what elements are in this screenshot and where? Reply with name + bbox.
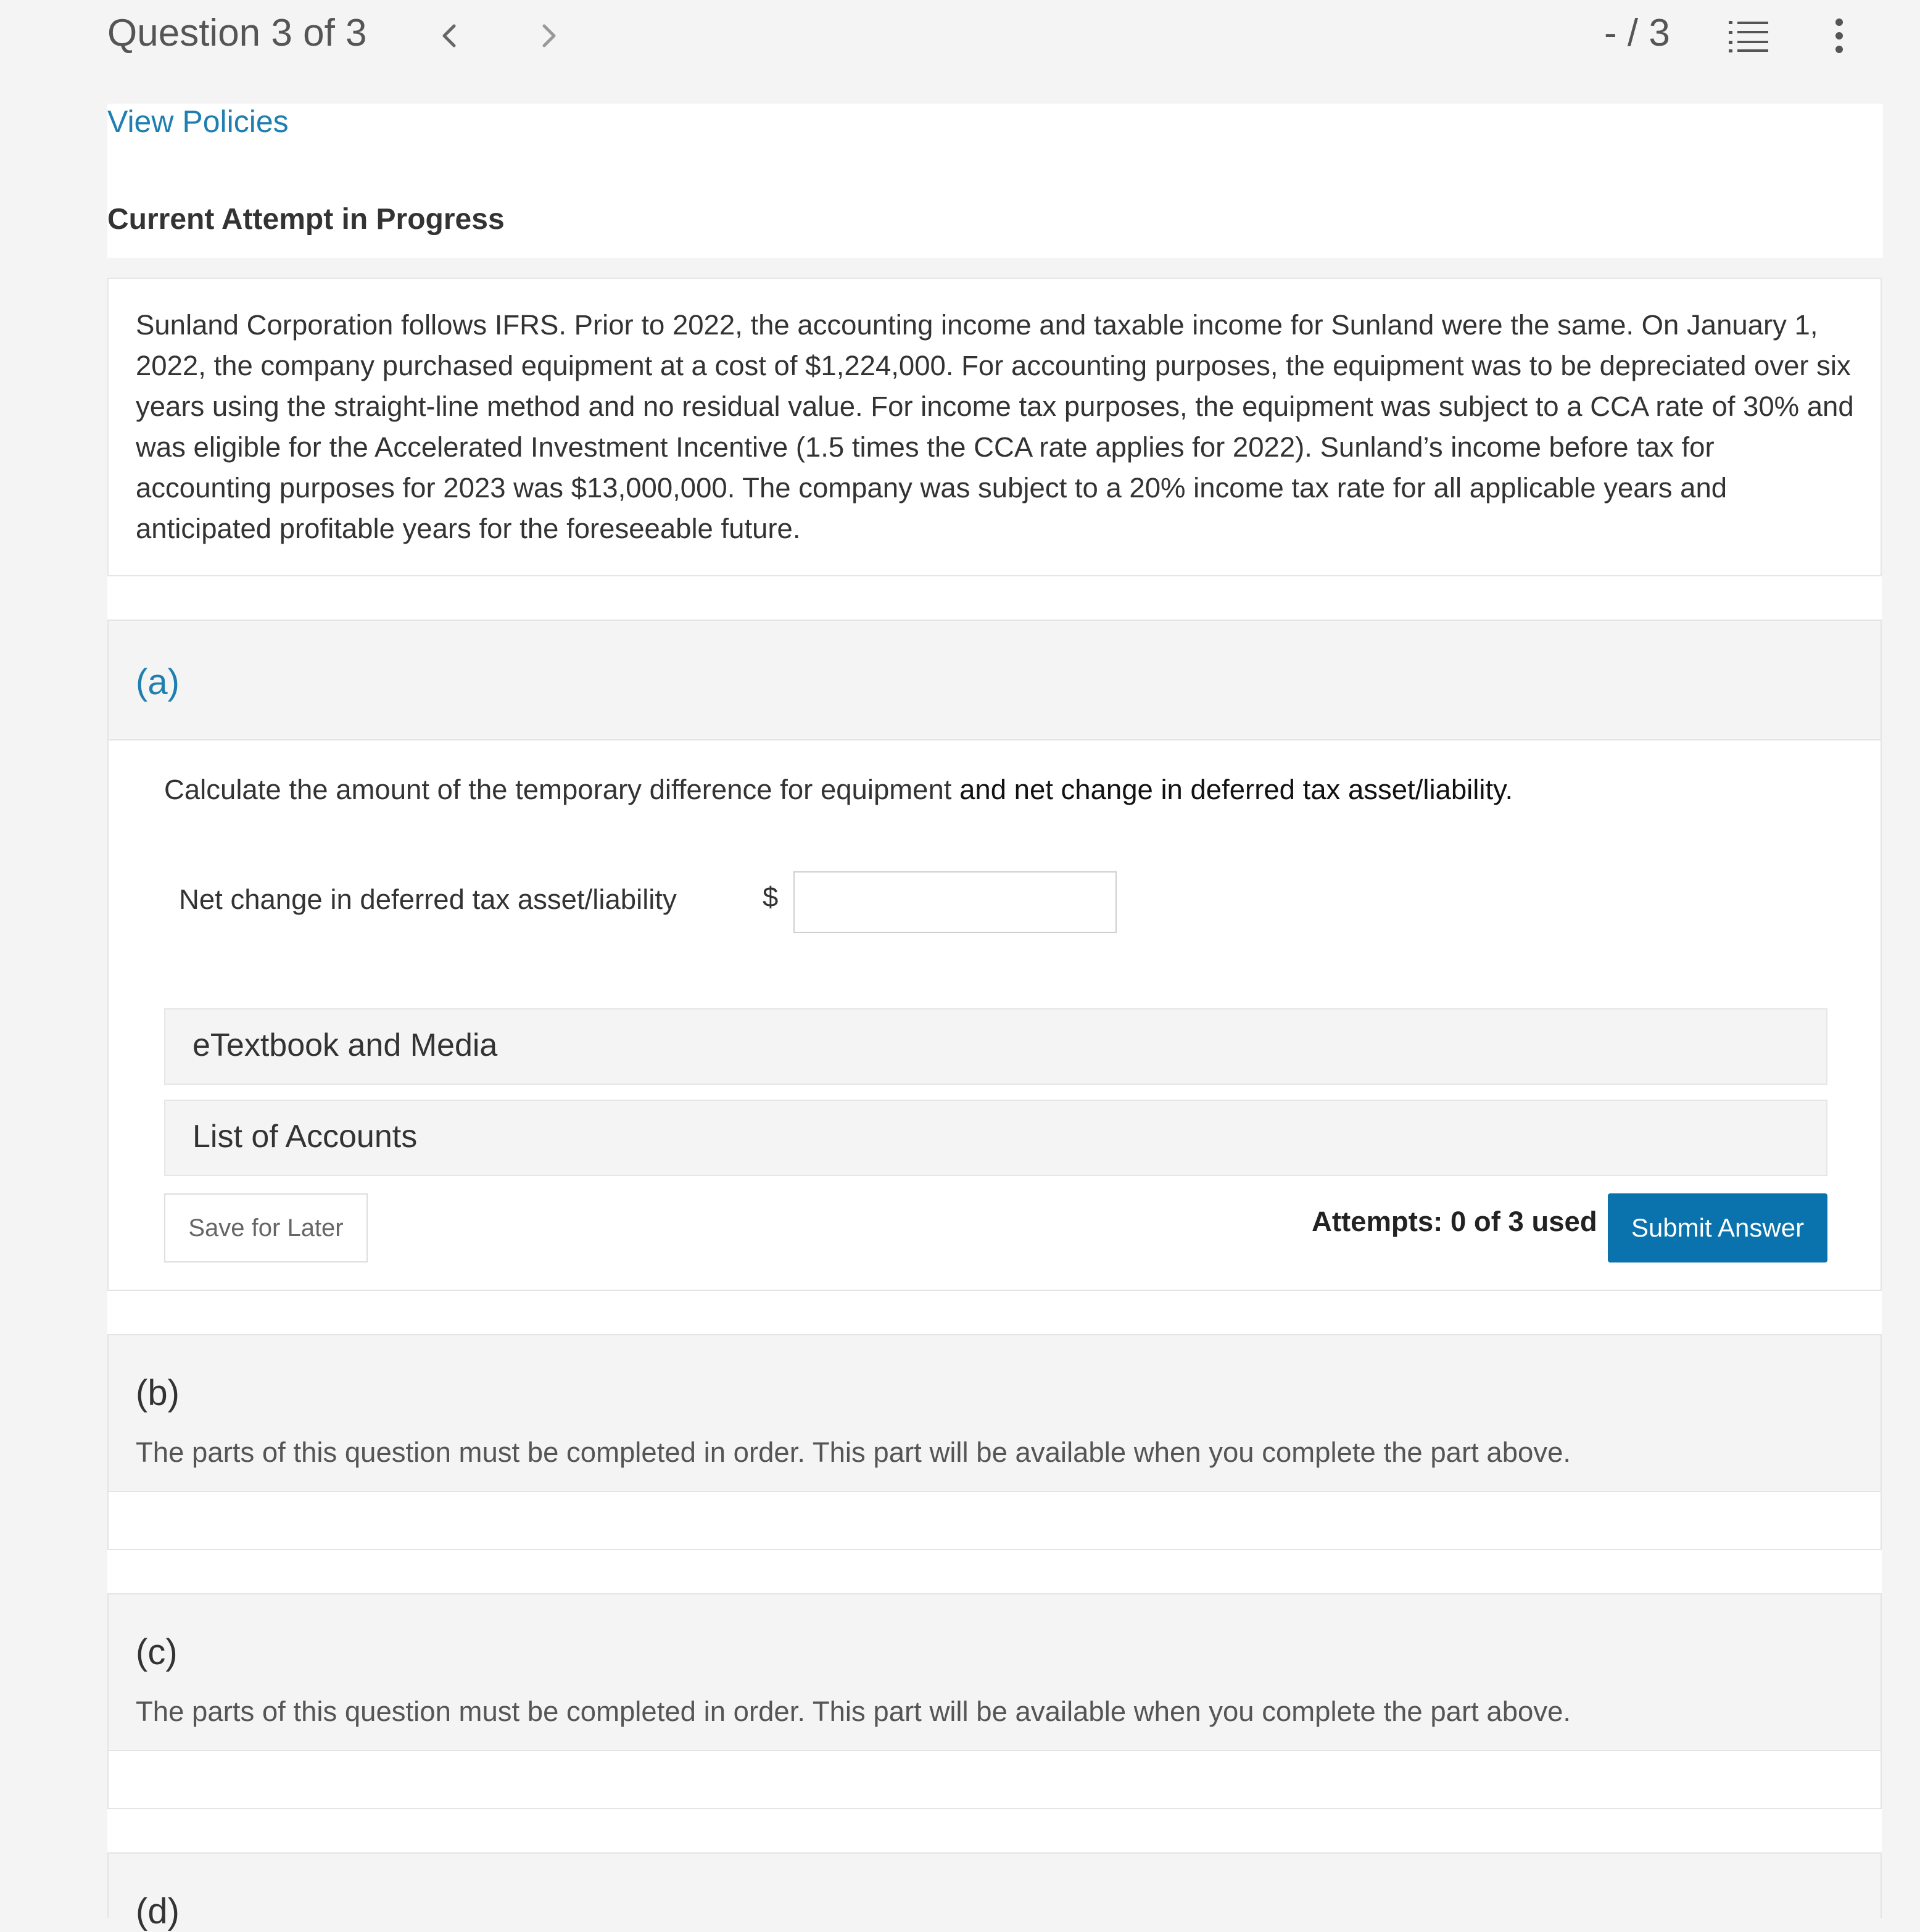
problem-statement <box>107 278 1882 576</box>
divider <box>107 1809 1882 1852</box>
chevron-right-icon[interactable] <box>529 17 566 54</box>
net-change-input[interactable] <box>793 871 1117 933</box>
part-a-instruction <box>164 774 1513 806</box>
etextbook-media-toggle[interactable] <box>164 1008 1827 1085</box>
part-c-section <box>107 1593 1882 1809</box>
instruction-part2: and net change in deferred tax asset/liability. <box>959 774 1513 805</box>
part-c-label: (c) <box>136 1632 178 1672</box>
part-d-label: (d) <box>136 1891 180 1931</box>
list-of-accounts-toggle[interactable] <box>164 1100 1827 1176</box>
view-policies-link[interactable]: View Policies <box>107 104 289 139</box>
part-b-label: (b) <box>136 1373 180 1413</box>
divider <box>107 576 1882 620</box>
divider <box>107 1291 1882 1334</box>
net-change-label: Net change in deferred tax asset/liability <box>179 884 677 915</box>
score-display: - / 3 <box>1604 12 1670 54</box>
part-c-header <box>109 1594 1881 1751</box>
attempt-heading: Current Attempt in Progress <box>107 203 505 236</box>
submit-answer-button[interactable]: Submit Answer <box>1608 1193 1827 1262</box>
save-for-later-button[interactable]: Save for Later <box>164 1193 368 1262</box>
more-vertical-icon[interactable] <box>1830 16 1848 56</box>
part-a-header <box>109 621 1881 740</box>
list-icon[interactable] <box>1728 19 1771 54</box>
part-b-locked-message: The parts of this question must be completed in order. This part will be available when you complete the part above. <box>136 1437 1571 1468</box>
attempts-counter: Attempts: 0 of 3 used <box>1312 1206 1597 1237</box>
chevron-left-icon[interactable] <box>432 17 469 54</box>
part-a-label: (a) <box>136 662 180 702</box>
part-b-section <box>107 1334 1882 1550</box>
part-d-section <box>107 1852 1882 1931</box>
instruction-part1: Calculate the amount of the temporary difference for equipment <box>164 774 960 805</box>
currency-symbol: $ <box>763 881 779 913</box>
question-title: Question 3 of 3 <box>107 12 367 54</box>
etextbook-media-label: eTextbook and Media <box>192 1027 498 1063</box>
part-c-locked-message: The parts of this question must be completed in order. This part will be available when you complete the part above. <box>136 1696 1571 1727</box>
list-of-accounts-label: List of Accounts <box>192 1119 418 1155</box>
divider <box>107 1550 1882 1593</box>
part-a-section <box>107 620 1882 1291</box>
part-b-header <box>109 1335 1881 1492</box>
header-panel <box>107 104 1883 258</box>
top-bar <box>0 0 1920 74</box>
problem-text: Sunland Corporation follows IFRS. Prior to 2022, the accounting income and taxable income for Sunland were the same. On January 1, 2022, the company purchased equipment at a cost of $1,224,000. For accounting purposes, the equipment was to be depreciated over six years using the straight-line method and no residual value. For income tax purposes, the equipment was subject to a CCA rate of 30% and was eligible for the Accelerated Investment Incentive (1.5 times the CCA rate applies for 2022). Sunland’s income before tax for accounting purposes for 2023 was $13,000,000. The company was subject to a 20% income tax rate for all applicable years and anticipated profitable years for the foreseeable future. <box>136 309 1854 544</box>
